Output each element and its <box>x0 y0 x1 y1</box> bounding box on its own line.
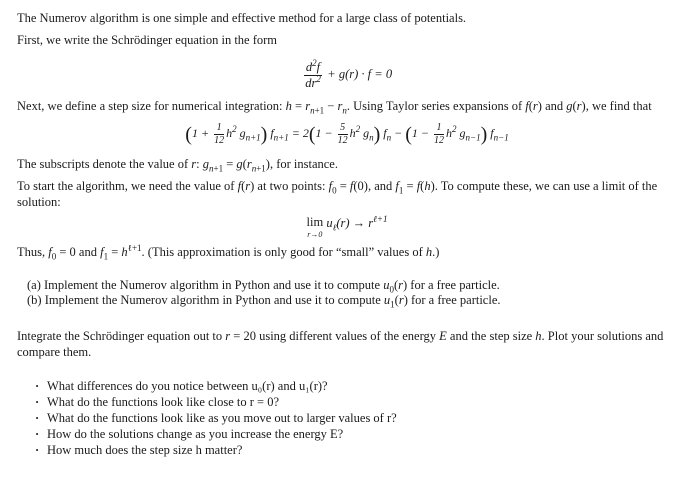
task-label: (b) <box>27 293 42 307</box>
limit-equation: lim r→0 $u_\ell(r) \to r^{\ell+1}$ <box>306 213 388 239</box>
start-text-a: To start the algorithm, we need the value of <box>17 179 238 193</box>
schrodinger-equation: $\frac{d^2f}{dr^2}$ + g(r) · f = 0 <box>305 57 393 90</box>
integrate-text-b: using different values of the energy <box>255 329 440 343</box>
question-item: · How do the solutions change as you increase the energy E? <box>35 426 677 442</box>
question-item: · What differences do you notice between u₀(r) and u₁(r)? <box>35 378 677 394</box>
first-paragraph: First, we write the Schrödinger equation in the form <box>17 33 278 47</box>
task-text-a: Implement the Numerov algorithm in Python and use it to compute <box>44 293 384 307</box>
task-text-b: for a free particle. <box>407 293 501 307</box>
task-text-a: Implement the Numerov algorithm in Python and use it to compute <box>44 278 384 292</box>
start-text-c: . To compute these, we can use a limit of the solution: <box>17 179 658 209</box>
integrate-text-c: and the step size <box>446 329 536 343</box>
question-item: · What do the functions look like close to r = 0? <box>35 394 677 410</box>
question-item: · How much does the step size h matter? <box>35 442 677 458</box>
task-text-b: for a free particle. <box>407 278 500 292</box>
integrate-text-a: Integrate the Schrödinger equation out to <box>17 329 226 343</box>
task-item: (b) Implement the Numerov algorithm in Python and use it to compute $u_1(r)$ for a free particle. <box>27 293 501 310</box>
next-paragraph: Next, we define a step size for numerical integration: $h = r_{n+1} - r_n$. Using Taylor series expansions of f(r) and g(r), we find that <box>17 99 652 116</box>
question-item: · What do the functions look like as you move out to larger values of r? <box>35 410 677 426</box>
integrate-text-d: . Plot your solutions and compare them. <box>17 329 664 359</box>
thus-paragraph: Thus, $f_0 = 0$ and $f_1 = h^{\ell+1}$. (This approximation is only good for “small” values of h.) <box>17 242 440 262</box>
numerov-equation: (1 + $\frac{1}{12}$ $h^2$ $g_{n+1}$) $f_{n+1} = 2(1$ − $\frac{5}{12}$ $h^2$ $g_n$) $f_n - (1$ − $\frac{1}{12}$ $h^2$ $g_{n-1}$) $f_{n-1}$ <box>185 121 509 146</box>
subs-text-a: The subscripts denote the value of <box>17 157 192 171</box>
task-list <box>17 278 677 308</box>
intro-paragraph: The Numerov algorithm is one simple and effective method for a large class of potentials. <box>17 11 467 25</box>
subs-text-b: , for instance. <box>269 157 338 171</box>
thus-text-b: . (This approximation is only good for “small” values of <box>141 245 426 259</box>
task-label: (a) <box>27 278 41 292</box>
document-body <box>17 10 677 458</box>
question-list <box>17 378 677 458</box>
start-paragraph: To start the algorithm, we need the value of f(r) at two points: $f_0 = f(0)$, and $f_1 = f(h)$. To compute these, we can use a limit of the solution: <box>17 179 658 209</box>
start-text-b: at two points: <box>254 179 329 193</box>
thus-text-c: .) <box>432 245 440 259</box>
thus-text-a: Thus, <box>17 245 49 259</box>
subscripts-paragraph: The subscripts denote the value of r: $g_{n+1} = g(r_{n+1})$, for instance. <box>17 157 338 174</box>
next-text-c: , we find that <box>585 99 652 113</box>
next-text-b: . Using Taylor series expansions of <box>346 99 526 113</box>
next-text-a: Next, we define a step size for numerical integration: <box>17 99 286 113</box>
integrate-paragraph: Integrate the Schrödinger equation out to r = 20 using different values of the energy E and the step size h. Plot your solutions and compare them. <box>17 329 664 359</box>
task-item: (a) Implement the Numerov algorithm in Python and use it to compute $u_0(r)$ for a free particle. <box>27 278 500 295</box>
